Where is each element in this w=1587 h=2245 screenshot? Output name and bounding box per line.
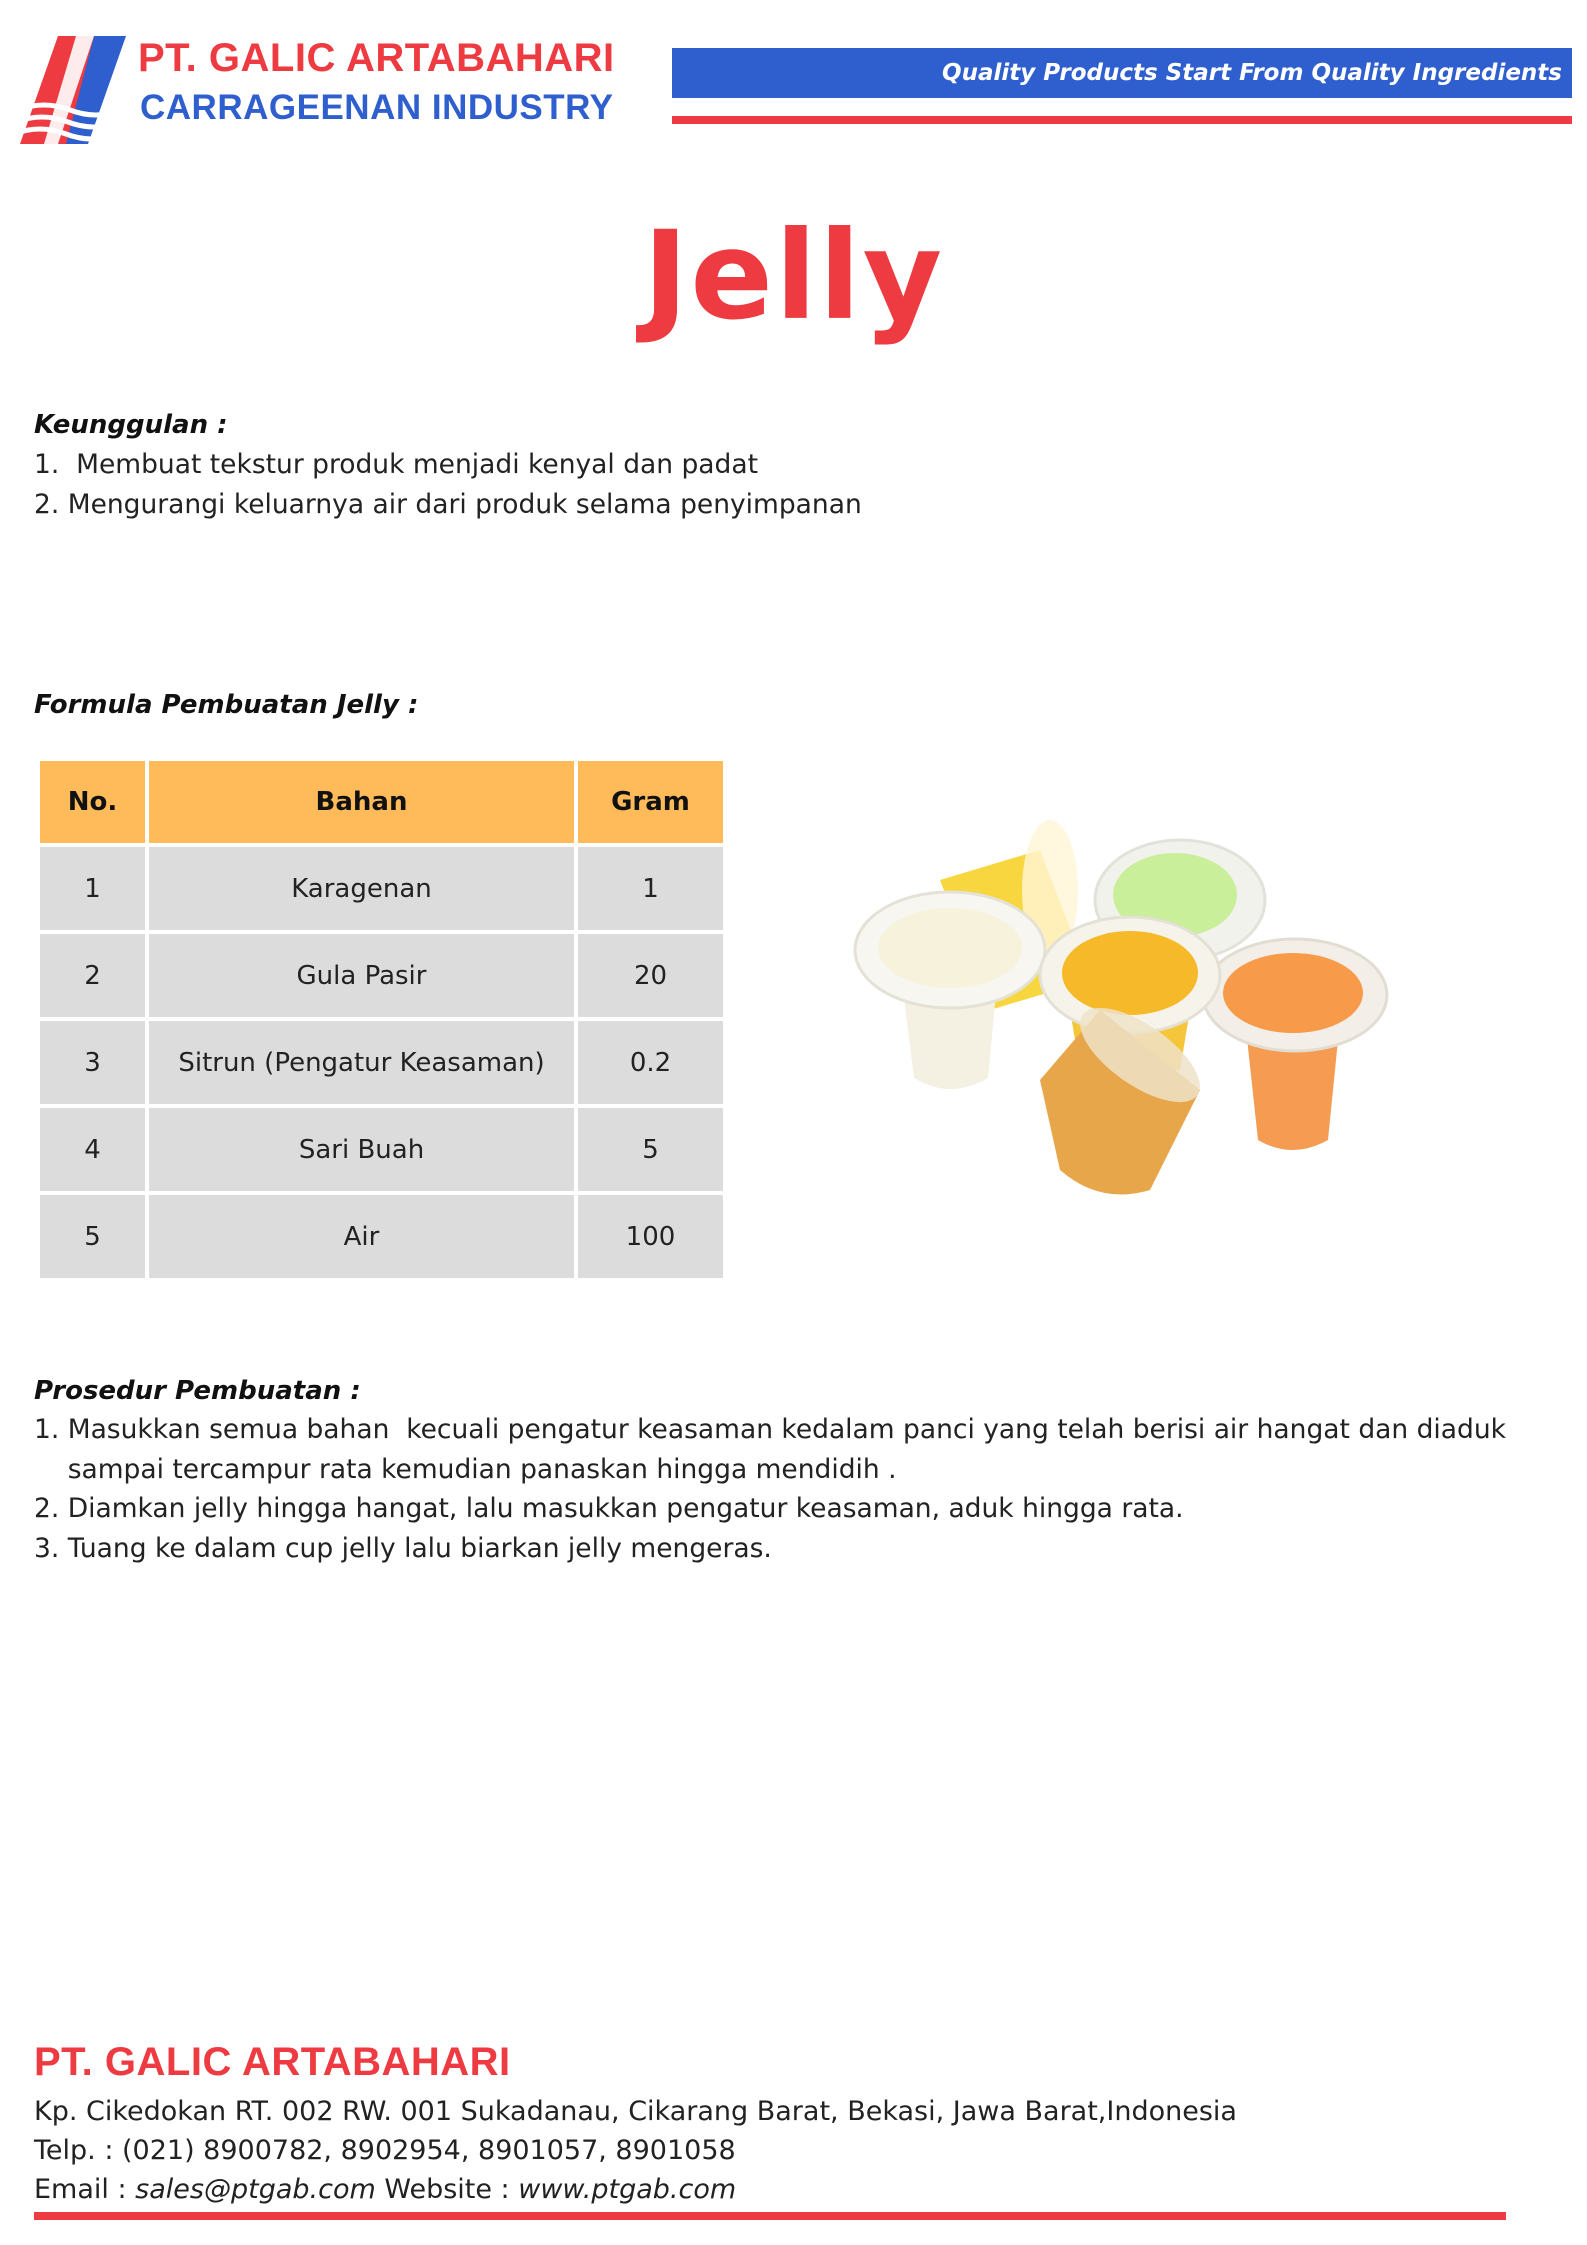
column-header-no: No. <box>40 761 145 843</box>
footer-telp: Telp. : (021) 8900782, 8902954, 8901057, 8901058 <box>34 2135 736 2166</box>
list-item: sampai tercampur rata kemudian panaskan hingga mendidih . <box>34 1453 897 1485</box>
keunggulan-list <box>34 445 862 524</box>
cell-gram: 1 <box>578 847 723 930</box>
cell-gram: 20 <box>578 934 723 1017</box>
cell-no: 2 <box>40 934 145 1017</box>
table-row <box>40 934 723 1017</box>
cell-no: 5 <box>40 1195 145 1278</box>
footer-company-name: PT. GALIC ARTABAHARI <box>34 2040 511 2084</box>
table-row <box>40 1021 723 1104</box>
list-item: 1. Membuat tekstur produk menjadi kenyal dan padat <box>34 449 758 480</box>
header-divider <box>672 116 1572 124</box>
email-label: Email : <box>34 2174 136 2205</box>
cell-no: 4 <box>40 1108 145 1191</box>
footer-divider <box>34 2212 1506 2220</box>
formula-heading: Formula Pembuatan Jelly : <box>34 690 419 720</box>
website-label: Website : <box>375 2174 519 2205</box>
jelly-cups-image <box>850 810 1410 1230</box>
formula-table <box>36 757 727 1282</box>
column-header-bahan: Bahan <box>149 761 574 843</box>
cell-bahan: Sitrun (Pengatur Keasaman) <box>149 1021 574 1104</box>
prosedur-heading: Prosedur Pembuatan : <box>34 1376 361 1406</box>
footer-contact <box>34 2174 736 2205</box>
company-subtitle: CARRAGEENAN INDUSTRY <box>140 88 614 127</box>
keunggulan-heading: Keunggulan : <box>34 410 228 440</box>
cell-bahan: Air <box>149 1195 574 1278</box>
cell-no: 3 <box>40 1021 145 1104</box>
cell-bahan: Karagenan <box>149 847 574 930</box>
table-row <box>40 1108 723 1191</box>
cell-gram: 5 <box>578 1108 723 1191</box>
table-header-row <box>40 761 723 843</box>
website-link[interactable]: www.ptgab.com <box>518 2174 737 2205</box>
footer-address: Kp. Cikedokan RT. 002 RW. 001 Sukadanau, Cikarang Barat, Bekasi, Jawa Barat,Indonesia <box>34 2096 1237 2127</box>
list-item: 1. Masukkan semua bahan kecuali pengatur keasaman kedalam panci yang telah berisi air hangat dan diaduk <box>34 1414 1506 1445</box>
list-item: 3. Tuang ke dalam cup jelly lalu biarkan jelly mengeras. <box>34 1532 772 1564</box>
cell-bahan: Sari Buah <box>149 1108 574 1191</box>
list-item: 2. Diamkan jelly hingga hangat, lalu masukkan pengatur keasaman, aduk hingga rata. <box>34 1493 1184 1524</box>
tagline-banner: Quality Products Start From Quality Ingredients <box>672 48 1572 98</box>
list-item: 2. Mengurangi keluarnya air dari produk selama penyimpanan <box>34 488 862 520</box>
cell-bahan: Gula Pasir <box>149 934 574 1017</box>
company-logo-icon <box>14 36 126 144</box>
cell-gram: 100 <box>578 1195 723 1278</box>
cell-gram: 0.2 <box>578 1021 723 1104</box>
cell-no: 1 <box>40 847 145 930</box>
column-header-gram: Gram <box>578 761 723 843</box>
table-row <box>40 1195 723 1278</box>
prosedur-list <box>34 1410 1506 1568</box>
email-link[interactable]: sales@ptgab.com <box>135 2174 376 2205</box>
page-title: Jelly <box>642 205 945 347</box>
table-row <box>40 847 723 930</box>
company-name: PT. GALIC ARTABAHARI <box>138 36 615 80</box>
